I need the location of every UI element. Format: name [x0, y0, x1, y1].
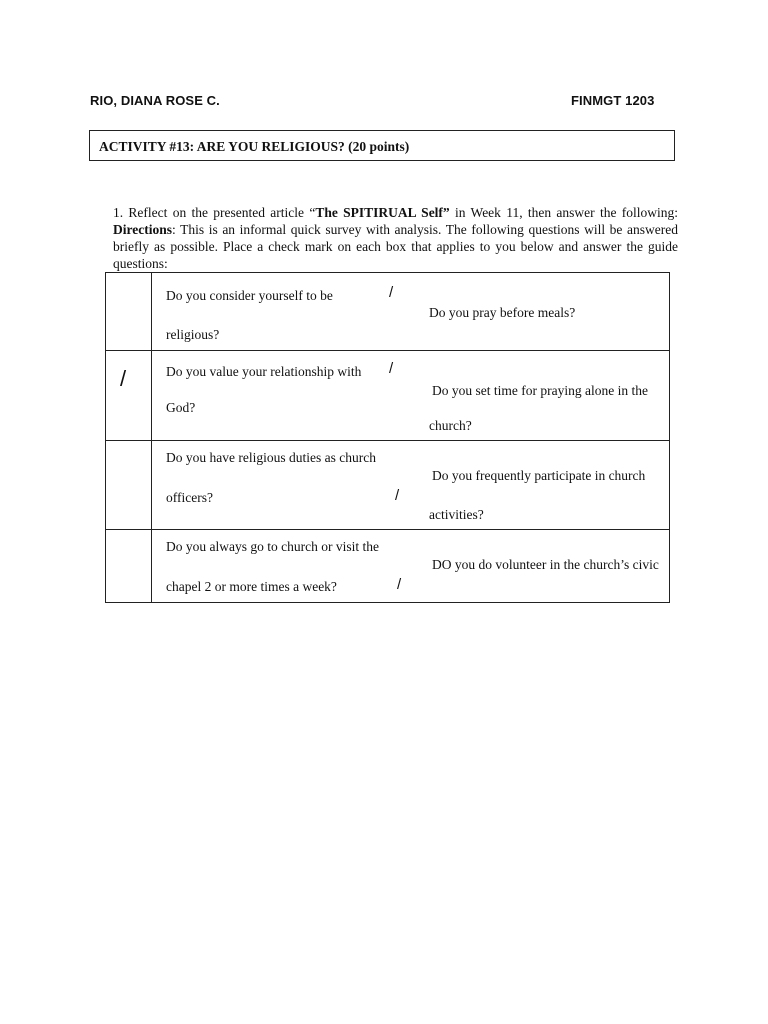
right-question-line-1: Do you set time for praying alone in the	[432, 383, 648, 398]
left-question-line-2: officers?	[166, 490, 213, 505]
directions-label: Directions	[113, 222, 172, 237]
left-question-line-2: chapel 2 or more times a week?	[166, 579, 337, 594]
left-question-line-1: Do you value your relationship with	[166, 364, 362, 379]
instructions	[113, 204, 678, 272]
directions-text-1: : This is an informal quick survey with analysis. The following questions will be answered	[172, 222, 678, 237]
instructions-line-2	[113, 221, 678, 238]
check-box-cell[interactable]	[106, 273, 152, 351]
check-box-cell[interactable]	[106, 441, 152, 530]
intro-suffix: in Week 11, then answer the following:	[449, 205, 678, 220]
instructions-line-3	[113, 238, 678, 255]
answer-check-mark: /	[397, 576, 402, 593]
instructions-line-1	[113, 204, 678, 221]
right-question-line-1: DO you do volunteer in the church’s civic	[432, 557, 659, 572]
question-cell	[152, 441, 670, 530]
answer-check-mark: /	[389, 284, 394, 301]
left-question-line-1: Do you have religious duties as church	[166, 450, 376, 465]
survey-table	[105, 272, 670, 603]
right-question-line-1: Do you pray before meals?	[429, 305, 576, 320]
activity-title: ACTIVITY #13: ARE YOU RELIGIOUS? (20 points)	[99, 139, 410, 154]
article-title: The SPITIRUAL Self”	[315, 205, 450, 220]
right-question-line-2: church?	[429, 418, 472, 433]
table-row	[106, 441, 670, 530]
left-question-line-2: God?	[166, 400, 196, 415]
activity-title-box	[89, 130, 675, 161]
intro-prefix: 1. Reflect on the presented article “	[113, 205, 316, 220]
question-cell	[152, 351, 670, 441]
row-check-mark: /	[120, 366, 127, 391]
question-cell	[152, 273, 670, 351]
check-box-cell[interactable]	[106, 530, 152, 603]
right-question-line-2: activities?	[429, 507, 484, 522]
left-question-line-1: Do you always go to church or visit the	[166, 539, 379, 554]
instructions-line-4	[113, 255, 678, 272]
course-code: FINMGT 1203	[571, 93, 655, 108]
check-box-cell[interactable]	[106, 351, 152, 441]
right-question-line-1: Do you frequently participate in church	[432, 468, 646, 483]
answer-check-mark: /	[395, 487, 400, 504]
table-row	[106, 530, 670, 603]
directions-text-3: questions:	[113, 256, 168, 271]
directions-text-2: briefly as possible. Place a check mark on each box that applies to you below and answer the guide	[113, 239, 678, 254]
answer-check-mark: /	[389, 360, 394, 377]
question-cell	[152, 530, 670, 603]
left-question-line-2: religious?	[166, 327, 220, 342]
table-row	[106, 273, 670, 351]
left-question-line-1: Do you consider yourself to be	[166, 288, 333, 303]
table-row	[106, 351, 670, 441]
student-name: RIO, DIANA ROSE C.	[90, 93, 220, 108]
